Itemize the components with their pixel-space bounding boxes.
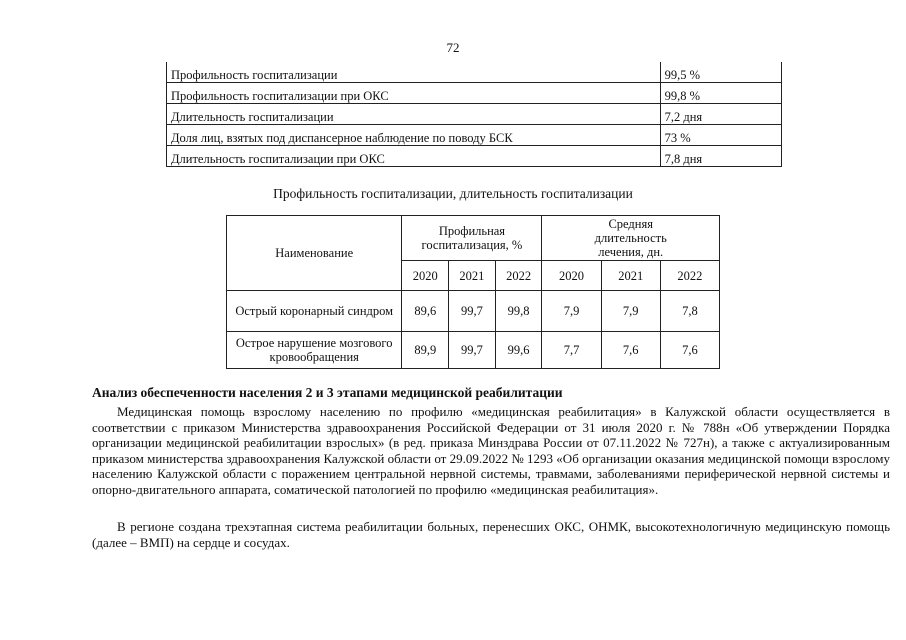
summary-table	[166, 62, 782, 167]
value-cell: 99,8	[495, 291, 542, 332]
value-cell: 89,6	[402, 291, 449, 332]
value-cell: 7,8	[660, 291, 719, 332]
detail-table	[226, 215, 720, 369]
summary-label: Профильность госпитализации при ОКС	[167, 83, 661, 104]
year-cell: 2021	[449, 261, 496, 291]
year-cell: 2022	[660, 261, 719, 291]
summary-value: 73 %	[660, 125, 781, 146]
table-row	[167, 83, 782, 104]
paragraph	[92, 519, 890, 550]
header-row	[227, 216, 720, 261]
table-row	[167, 104, 782, 125]
value-cell: 99,7	[449, 332, 496, 369]
table-caption: Профильность госпитализации, длительность госпитализации	[273, 186, 633, 201]
paragraph-text: В регионе создана трехэтапная система реабилитации больных, перенесших ОКС, ОНМК, высокотехнологичную медицинскую помощь (далее – ВМП) на сердце и сосудах.	[92, 519, 890, 550]
group1-header: Профильная госпитализация, %	[402, 216, 542, 261]
value-cell: 7,9	[601, 291, 660, 332]
year-cell: 2020	[402, 261, 449, 291]
summary-value: 7,8 дня	[660, 146, 781, 167]
summary-label: Длительность госпитализации при ОКС	[167, 146, 661, 167]
name-header: Наименование	[227, 216, 402, 291]
group2-header: Средняя длительность лечения, дн.	[542, 216, 720, 261]
value-cell: 7,9	[542, 291, 601, 332]
section-heading: Анализ обеспеченности населения 2 и 3 этапами медицинской реабилитации	[92, 385, 563, 400]
page-number: 72	[446, 40, 460, 55]
table-row	[227, 332, 720, 369]
summary-value: 99,5 %	[660, 62, 781, 83]
value-cell: 7,7	[542, 332, 601, 369]
summary-value: 99,8 %	[660, 83, 781, 104]
table-row	[167, 62, 782, 83]
summary-label: Доля лиц, взятых под диспансерное наблюдение по поводу БСК	[167, 125, 661, 146]
row-name: Острое нарушение мозгового кровообращения	[227, 332, 402, 369]
row-name: Острый коронарный синдром	[227, 291, 402, 332]
table-row	[227, 291, 720, 332]
paragraph	[92, 404, 890, 497]
value-cell: 89,9	[402, 332, 449, 369]
year-cell: 2022	[495, 261, 542, 291]
value-cell: 99,7	[449, 291, 496, 332]
summary-label: Профильность госпитализации	[167, 62, 661, 83]
value-cell: 99,6	[495, 332, 542, 369]
value-cell: 7,6	[660, 332, 719, 369]
summary-label: Длительность госпитализации	[167, 104, 661, 125]
table-row	[167, 146, 782, 167]
summary-value: 7,2 дня	[660, 104, 781, 125]
year-cell: 2020	[542, 261, 601, 291]
table-row	[167, 125, 782, 146]
value-cell: 7,6	[601, 332, 660, 369]
year-cell: 2021	[601, 261, 660, 291]
paragraph-text: Медицинская помощь взрослому населению по профилю «медицинская реабилитация» в Калужской области осуществляется в соответствии с приказом Министерства здравоохранения Российской Федерации от 31 июля 2020 г. № 788н «Об утверждении Порядка организации медицинской реабилитации взрослых» (в ред. приказа Минздрава России от 07.11.2022 № 727н), а также с актуализированным приказом министерства здравоохранения Калужской области от 29.09.2022 № 1293 «Об организации оказания медицинской помощи взрослому населению Калужской области с поражением центральной нервной системы, травмами, заболеваниями периферической нервной системы и опорно-двигательного аппарата, соматической патологией по профилю «медицинская реабилитация».	[92, 404, 890, 497]
